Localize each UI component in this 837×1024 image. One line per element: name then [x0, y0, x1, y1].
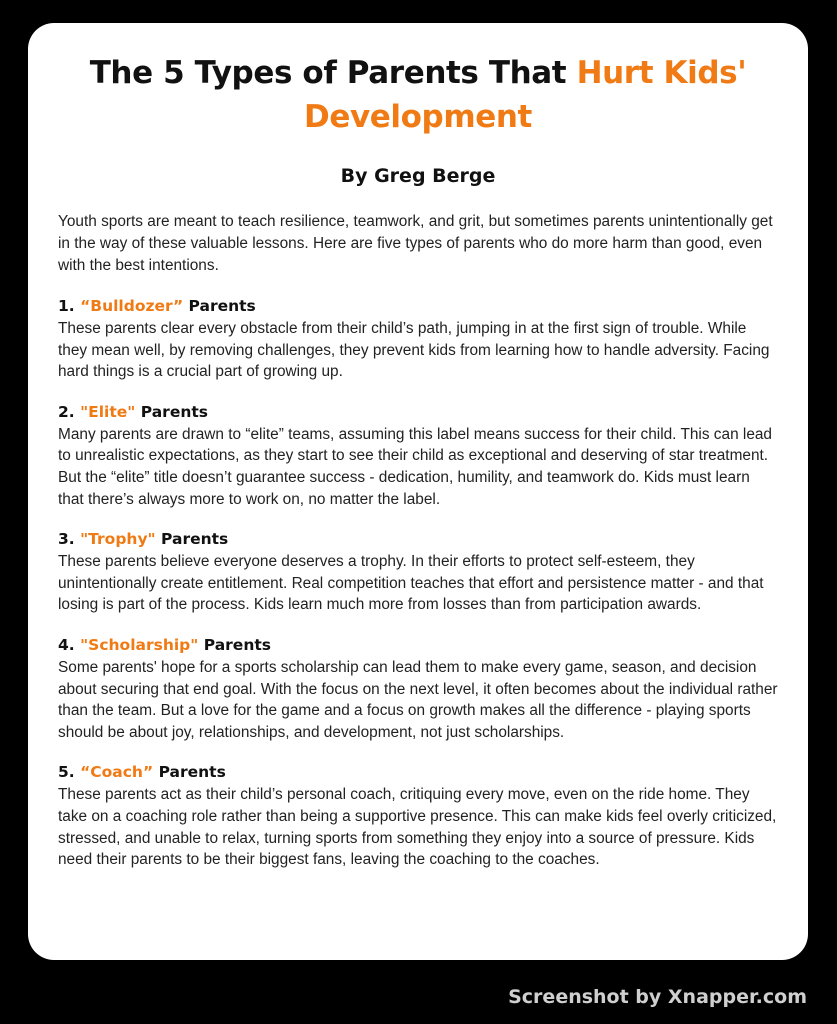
title-prefix: The 5 Types of Parents That [89, 55, 577, 91]
section-body: These parents believe everyone deserves a trophy. In their efforts to protect self-esteem, they unintentionally create entitlement. Real competition teaches that effort and persistence matter - and that losing is part of the process. Kids learn much more from losses than from participation awards. [58, 553, 764, 614]
section-type-name: "Trophy" [80, 530, 156, 549]
section-elite [58, 402, 778, 510]
section-heading [58, 635, 778, 656]
section-body: These parents act as their child’s personal coach, critiquing every move, even on the ride home. They take on a coaching role rather than being a supportive presence. This can make kids feel overly criticized, stressed, and unable to relax, turning sports from something they enjoy into a source of pressure. Kids need their parents to be their biggest fans, leaving the coaching to the coaches. [58, 786, 777, 869]
section-heading-suffix: Parents [183, 297, 256, 315]
section-scholarship [58, 635, 778, 743]
section-number: 2. [58, 402, 81, 421]
section-heading [58, 762, 778, 783]
intro-paragraph: Youth sports are meant to teach resilience, teamwork, and grit, but sometimes parents unintentionally get in the way of these valuable lessons. Here are five types of parents who do more harm than good, even with the best intentions. [58, 213, 773, 274]
section-coach [58, 762, 778, 870]
section-type-name: “Coach” [80, 763, 154, 782]
section-heading [58, 296, 778, 317]
section-heading [58, 529, 778, 550]
page-title [58, 51, 778, 139]
section-heading-suffix: Parents [155, 530, 229, 549]
section-heading-suffix: Parents [198, 635, 271, 654]
section-type-name: “Bulldozer” [80, 297, 184, 315]
section-number: 3. [58, 530, 81, 549]
section-type-name: "Scholarship" [80, 635, 199, 654]
article-card [28, 23, 808, 960]
section-number: 1. [58, 297, 81, 315]
section-body: These parents clear every obstacle from their child’s path, jumping in at the first sign of trouble. While they mean well, by removing challenges, they prevent kids from learning how to handle adversity. Facing hard things is a crucial part of growing up. [58, 320, 770, 381]
section-heading [58, 402, 778, 423]
byline: By Greg Berge [340, 165, 496, 187]
section-type-name: "Elite" [80, 402, 136, 421]
section-number: 4. [58, 635, 81, 654]
title-accent: Hurt Kids' Development [304, 55, 747, 135]
section-bulldozer [58, 296, 778, 383]
section-number: 5. [58, 763, 81, 782]
section-heading-suffix: Parents [135, 402, 209, 421]
section-trophy [58, 529, 778, 616]
section-heading-suffix: Parents [153, 763, 226, 782]
watermark: Screenshot by Xnapper.com [508, 986, 807, 1008]
section-body: Many parents are drawn to “elite” teams, assuming this label means success for their child. This can lead to unrealistic expectations, as they start to see their child as exceptional and deserving of star treatment. But the “elite” title doesn’t guarantee success - dedication, humility, and teamwork do. Kids must learn that there’s always more to work on, no matter the label. [58, 425, 772, 508]
section-body: Some parents' hope for a sports scholarship can lead them to make every game, season, and decision about securing that end goal. With the focus on the next level, it often becomes about the individual rather than the team. But a love for the game and a focus on growth makes all the difference - playing sports should be about joy, relationships, and development, not just scholarships. [58, 658, 778, 741]
